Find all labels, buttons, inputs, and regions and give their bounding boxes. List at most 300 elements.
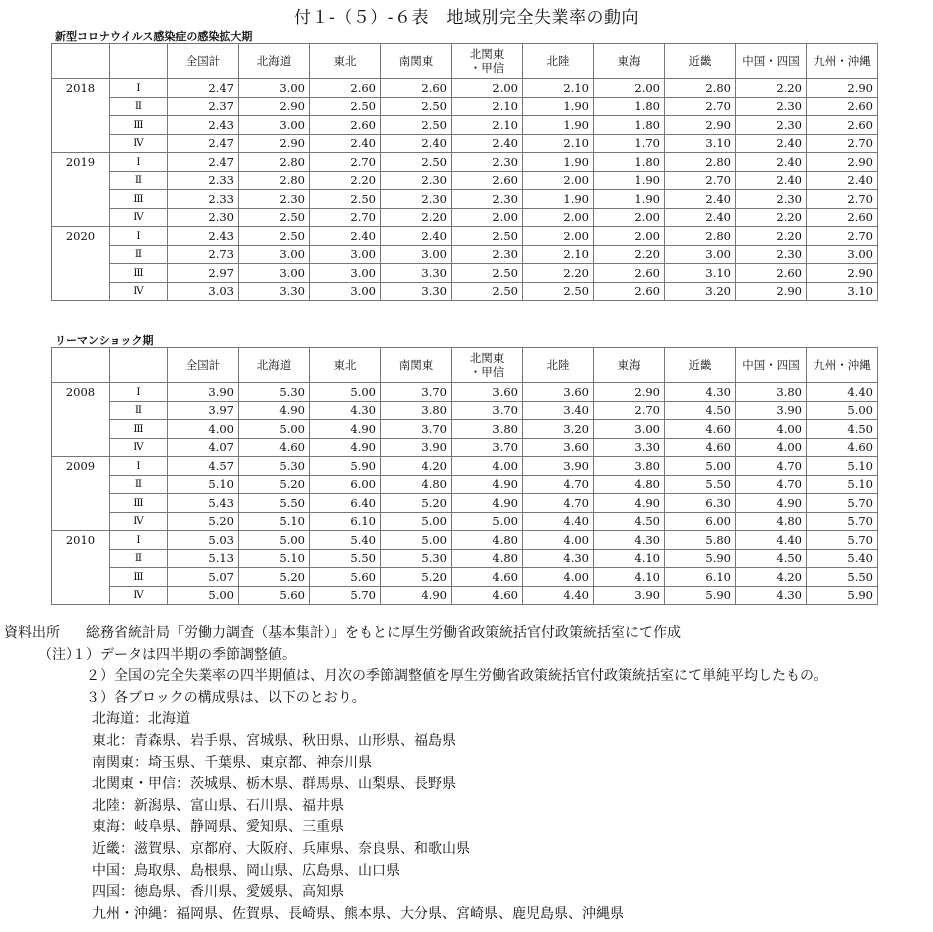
- region-composition-line: 南関東：埼玉県、千葉県、東京都、神奈川県: [92, 754, 372, 771]
- year-cell: 2010: [52, 531, 110, 550]
- value-cell: 2.60: [381, 79, 452, 98]
- column-header: 北海道: [239, 348, 310, 383]
- value-cell: 2.00: [594, 79, 665, 98]
- region-composition-line: 東海：岐阜県、静岡県、愛知県、三重県: [92, 819, 344, 836]
- value-cell: 1.70: [594, 134, 665, 153]
- value-cell: 4.80: [381, 475, 452, 494]
- table-row: [52, 438, 878, 457]
- value-cell: 4.70: [736, 457, 807, 476]
- value-cell: 5.00: [310, 383, 381, 402]
- value-cell: 5.03: [168, 531, 239, 550]
- page-title: 付１-（５）-６表 地域別完全失業率の動向: [294, 8, 639, 28]
- column-header: 近畿: [665, 44, 736, 79]
- value-cell: 2.80: [239, 153, 310, 172]
- value-cell: 3.40: [523, 401, 594, 420]
- source-line: [4, 623, 933, 645]
- value-cell: 4.70: [523, 494, 594, 513]
- covid-period-table: [51, 43, 878, 301]
- value-cell: 2.50: [310, 97, 381, 116]
- value-cell: 5.30: [381, 549, 452, 568]
- column-header: 北関東 ・甲信: [452, 44, 523, 79]
- year-cell-empty: [52, 586, 110, 605]
- value-cell: 2.30: [736, 116, 807, 135]
- value-cell: 3.80: [736, 383, 807, 402]
- year-cell-empty: [52, 264, 110, 283]
- value-cell: 1.80: [594, 153, 665, 172]
- value-cell: 2.50: [239, 208, 310, 227]
- table-row: [52, 475, 878, 494]
- value-cell: 2.70: [807, 190, 878, 209]
- value-cell: 4.00: [736, 438, 807, 457]
- value-cell: 4.00: [452, 457, 523, 476]
- value-cell: 3.20: [665, 282, 736, 301]
- value-cell: 2.90: [807, 79, 878, 98]
- value-cell: 4.80: [452, 549, 523, 568]
- value-cell: 2.20: [310, 171, 381, 190]
- quarter-cell: Ⅳ: [110, 512, 168, 531]
- value-cell: 2.20: [381, 208, 452, 227]
- value-cell: 3.00: [239, 264, 310, 283]
- value-cell: 5.50: [239, 494, 310, 513]
- value-cell: 3.00: [807, 245, 878, 264]
- year-cell-empty: [52, 282, 110, 301]
- value-cell: 2.20: [736, 79, 807, 98]
- value-cell: 4.70: [523, 475, 594, 494]
- value-cell: 2.80: [665, 227, 736, 246]
- value-cell: 1.80: [594, 116, 665, 135]
- table-row: [52, 512, 878, 531]
- value-cell: 5.00: [452, 512, 523, 531]
- quarter-cell: Ⅱ: [110, 97, 168, 116]
- table-row: [52, 171, 878, 190]
- notes-section: [4, 623, 933, 925]
- value-cell: 2.47: [168, 134, 239, 153]
- value-cell: 2.30: [168, 208, 239, 227]
- header-blank: [110, 348, 168, 383]
- value-cell: 3.20: [523, 420, 594, 439]
- note-item: ２）全国の完全失業率の四半期値は、月次の季節調整値を厚生労働省政策統括官付政策統括室にて単純平均したもの。: [86, 668, 828, 685]
- value-cell: 2.10: [523, 134, 594, 153]
- table-row: [52, 568, 878, 587]
- value-cell: 2.00: [452, 79, 523, 98]
- table-row: [52, 264, 878, 283]
- value-cell: 5.00: [665, 457, 736, 476]
- value-cell: 4.40: [736, 531, 807, 550]
- value-cell: 5.40: [310, 531, 381, 550]
- value-cell: 2.30: [452, 153, 523, 172]
- value-cell: 2.50: [381, 116, 452, 135]
- value-cell: 3.70: [381, 383, 452, 402]
- value-cell: 4.00: [523, 568, 594, 587]
- year-cell-empty: [52, 116, 110, 135]
- value-cell: 5.10: [239, 549, 310, 568]
- region-composition-line: 東北：青森県、岩手県、宮城県、秋田県、山形県、福島県: [92, 732, 456, 749]
- value-cell: 2.00: [594, 227, 665, 246]
- region-composition-line: 中国：鳥取県、島根県、岡山県、広島県、山口県: [92, 862, 400, 879]
- value-cell: 2.30: [736, 190, 807, 209]
- value-cell: 5.60: [310, 568, 381, 587]
- table-row: [52, 383, 878, 402]
- value-cell: 2.60: [807, 97, 878, 116]
- value-cell: 2.40: [807, 171, 878, 190]
- column-header: 東海: [594, 348, 665, 383]
- value-cell: 2.47: [168, 153, 239, 172]
- quarter-cell: Ⅳ: [110, 134, 168, 153]
- value-cell: 2.50: [452, 227, 523, 246]
- table-row: [52, 79, 878, 98]
- value-cell: 3.30: [239, 282, 310, 301]
- value-cell: 4.00: [523, 531, 594, 550]
- table-caption-lehman: リーマンショック期: [55, 334, 154, 347]
- value-cell: 4.20: [736, 568, 807, 587]
- quarter-cell: Ⅲ: [110, 264, 168, 283]
- value-cell: 3.70: [452, 401, 523, 420]
- value-cell: 1.80: [594, 97, 665, 116]
- column-header: 全国計: [168, 44, 239, 79]
- value-cell: 3.70: [452, 438, 523, 457]
- value-cell: 5.20: [381, 568, 452, 587]
- value-cell: 2.30: [381, 190, 452, 209]
- value-cell: 2.20: [594, 245, 665, 264]
- note-item: ３）各ブロックの構成県は、以下のとおり。: [86, 689, 366, 706]
- value-cell: 5.13: [168, 549, 239, 568]
- column-header: 全国計: [168, 348, 239, 383]
- value-cell: 5.10: [807, 475, 878, 494]
- value-cell: 3.00: [310, 245, 381, 264]
- note-line-3: [4, 688, 933, 710]
- quarter-cell: Ⅳ: [110, 586, 168, 605]
- value-cell: 3.90: [381, 438, 452, 457]
- value-cell: 2.00: [523, 227, 594, 246]
- value-cell: 3.00: [310, 264, 381, 283]
- value-cell: 2.97: [168, 264, 239, 283]
- value-cell: 6.10: [310, 512, 381, 531]
- table-row: [52, 586, 878, 605]
- quarter-cell: Ⅲ: [110, 116, 168, 135]
- value-cell: 2.50: [381, 153, 452, 172]
- value-cell: 5.90: [310, 457, 381, 476]
- value-cell: 2.50: [239, 227, 310, 246]
- value-cell: 4.60: [239, 438, 310, 457]
- value-cell: 4.50: [665, 401, 736, 420]
- column-header: 東北: [310, 348, 381, 383]
- quarter-cell: Ⅱ: [110, 475, 168, 494]
- value-cell: 2.60: [807, 208, 878, 227]
- column-header: 東北: [310, 44, 381, 79]
- value-cell: 5.20: [239, 568, 310, 587]
- value-cell: 5.30: [239, 457, 310, 476]
- quarter-cell: Ⅰ: [110, 227, 168, 246]
- table-caption-covid: 新型コロナウイルス感染症の感染拡大期: [55, 30, 253, 43]
- column-header: 九州・沖縄: [807, 44, 878, 79]
- value-cell: 5.20: [239, 475, 310, 494]
- quarter-cell: Ⅲ: [110, 420, 168, 439]
- value-cell: 5.70: [807, 512, 878, 531]
- value-cell: 3.00: [310, 282, 381, 301]
- value-cell: 4.10: [594, 568, 665, 587]
- value-cell: 5.10: [168, 475, 239, 494]
- quarter-cell: Ⅲ: [110, 568, 168, 587]
- table-row: [52, 245, 878, 264]
- quarter-cell: Ⅲ: [110, 494, 168, 513]
- value-cell: 2.50: [452, 264, 523, 283]
- value-cell: 3.90: [523, 457, 594, 476]
- value-cell: 4.80: [736, 512, 807, 531]
- year-cell-empty: [52, 420, 110, 439]
- region-composition-line: 北関東・甲信：茨城県、栃木県、群馬県、山梨県、長野県: [92, 776, 456, 793]
- value-cell: 2.70: [310, 208, 381, 227]
- value-cell: 3.03: [168, 282, 239, 301]
- value-cell: 4.60: [665, 420, 736, 439]
- value-cell: 2.43: [168, 116, 239, 135]
- value-cell: 2.30: [452, 245, 523, 264]
- quarter-cell: Ⅳ: [110, 208, 168, 227]
- table-row: [52, 227, 878, 246]
- value-cell: 2.40: [736, 171, 807, 190]
- quarter-cell: Ⅱ: [110, 171, 168, 190]
- value-cell: 3.70: [381, 420, 452, 439]
- value-cell: 2.30: [452, 190, 523, 209]
- column-header: 南関東: [381, 44, 452, 79]
- value-cell: 2.37: [168, 97, 239, 116]
- value-cell: 4.30: [594, 531, 665, 550]
- value-cell: 2.40: [452, 134, 523, 153]
- table-row: [52, 549, 878, 568]
- value-cell: 4.20: [381, 457, 452, 476]
- header-row: [52, 44, 878, 79]
- value-cell: 2.60: [594, 282, 665, 301]
- value-cell: 3.90: [736, 401, 807, 420]
- quarter-cell: Ⅰ: [110, 153, 168, 172]
- header-blank: [52, 44, 110, 79]
- value-cell: 4.10: [594, 549, 665, 568]
- value-cell: 2.33: [168, 190, 239, 209]
- value-cell: 1.90: [594, 190, 665, 209]
- value-cell: 4.50: [594, 512, 665, 531]
- value-cell: 2.00: [523, 208, 594, 227]
- year-cell-empty: [52, 512, 110, 531]
- value-cell: 2.40: [381, 134, 452, 153]
- value-cell: 4.30: [665, 383, 736, 402]
- region-composition-line: 九州・沖縄：福岡県、佐賀県、長崎県、熊本県、大分県、宮崎県、鹿児島県、沖縄県: [92, 905, 624, 922]
- value-cell: 2.70: [807, 134, 878, 153]
- value-cell: 3.00: [381, 245, 452, 264]
- value-cell: 5.90: [665, 586, 736, 605]
- value-cell: 5.90: [665, 549, 736, 568]
- quarter-cell: Ⅲ: [110, 190, 168, 209]
- value-cell: 2.90: [807, 153, 878, 172]
- value-cell: 2.00: [523, 171, 594, 190]
- value-cell: 3.60: [523, 438, 594, 457]
- value-cell: 3.90: [168, 383, 239, 402]
- value-cell: 3.30: [381, 264, 452, 283]
- year-cell-empty: [52, 190, 110, 209]
- value-cell: 3.90: [594, 586, 665, 605]
- value-cell: 5.00: [381, 512, 452, 531]
- note-line-1: [4, 645, 933, 667]
- value-cell: 2.70: [665, 171, 736, 190]
- value-cell: 5.00: [239, 531, 310, 550]
- value-cell: 5.07: [168, 568, 239, 587]
- year-cell-empty: [52, 134, 110, 153]
- header-row: [52, 348, 878, 383]
- value-cell: 4.90: [452, 475, 523, 494]
- value-cell: 5.00: [381, 531, 452, 550]
- value-cell: 5.90: [807, 586, 878, 605]
- value-cell: 2.90: [807, 264, 878, 283]
- value-cell: 2.60: [452, 171, 523, 190]
- value-cell: 5.30: [239, 383, 310, 402]
- year-cell: 2008: [52, 383, 110, 402]
- value-cell: 2.40: [310, 134, 381, 153]
- value-cell: 1.90: [523, 116, 594, 135]
- note-line-2: [4, 666, 933, 688]
- value-cell: 2.10: [452, 116, 523, 135]
- value-cell: 3.10: [665, 264, 736, 283]
- table-row: [52, 420, 878, 439]
- column-header: 南関東: [381, 348, 452, 383]
- value-cell: 4.40: [807, 383, 878, 402]
- year-cell-empty: [52, 568, 110, 587]
- value-cell: 4.60: [452, 586, 523, 605]
- value-cell: 5.70: [310, 586, 381, 605]
- value-cell: 4.60: [807, 438, 878, 457]
- value-cell: 2.60: [310, 116, 381, 135]
- year-cell-empty: [52, 438, 110, 457]
- value-cell: 4.90: [452, 494, 523, 513]
- table-row: [52, 282, 878, 301]
- value-cell: 2.43: [168, 227, 239, 246]
- value-cell: 3.10: [665, 134, 736, 153]
- region-composition-line: 四国：徳島県、香川県、愛媛県、高知県: [92, 884, 344, 901]
- year-cell: 2019: [52, 153, 110, 172]
- value-cell: 5.00: [807, 401, 878, 420]
- value-cell: 4.80: [452, 531, 523, 550]
- value-cell: 5.10: [239, 512, 310, 531]
- value-cell: 2.80: [239, 171, 310, 190]
- value-cell: 4.00: [168, 420, 239, 439]
- value-cell: 4.90: [239, 401, 310, 420]
- value-cell: 3.00: [665, 245, 736, 264]
- value-cell: 2.20: [736, 208, 807, 227]
- value-cell: 4.60: [452, 568, 523, 587]
- value-cell: 6.30: [665, 494, 736, 513]
- year-cell-empty: [52, 97, 110, 116]
- value-cell: 2.30: [239, 190, 310, 209]
- quarter-cell: Ⅰ: [110, 457, 168, 476]
- value-cell: 3.00: [594, 420, 665, 439]
- table-row: [52, 531, 878, 550]
- value-cell: 5.43: [168, 494, 239, 513]
- value-cell: 5.00: [239, 420, 310, 439]
- value-cell: 4.30: [310, 401, 381, 420]
- value-cell: 4.60: [665, 438, 736, 457]
- table-row: [52, 494, 878, 513]
- value-cell: 4.40: [523, 512, 594, 531]
- value-cell: 2.90: [665, 116, 736, 135]
- year-cell-empty: [52, 494, 110, 513]
- value-cell: 2.30: [736, 245, 807, 264]
- quarter-cell: Ⅰ: [110, 531, 168, 550]
- quarter-cell: Ⅱ: [110, 245, 168, 264]
- quarter-cell: Ⅰ: [110, 79, 168, 98]
- value-cell: 3.60: [452, 383, 523, 402]
- value-cell: 5.50: [807, 568, 878, 587]
- value-cell: 5.70: [807, 494, 878, 513]
- value-cell: 2.40: [736, 153, 807, 172]
- value-cell: 2.30: [736, 97, 807, 116]
- table-row: [52, 97, 878, 116]
- quarter-cell: Ⅳ: [110, 282, 168, 301]
- value-cell: 5.50: [665, 475, 736, 494]
- year-cell-empty: [52, 475, 110, 494]
- quarter-cell: Ⅱ: [110, 401, 168, 420]
- value-cell: 3.30: [594, 438, 665, 457]
- table-row: [52, 457, 878, 476]
- value-cell: 2.50: [381, 97, 452, 116]
- column-header: 北陸: [523, 44, 594, 79]
- value-cell: 2.00: [452, 208, 523, 227]
- source-text: 総務省統計局「労働力調査（基本集計）」をもとに厚生労働省政策統括官付政策統括室にて作成: [86, 625, 681, 641]
- region-composition-line: 近畿：滋賀県、京都府、大阪府、兵庫県、奈良県、和歌山県: [92, 840, 470, 857]
- table-row: [52, 208, 878, 227]
- value-cell: 2.50: [452, 282, 523, 301]
- year-cell-empty: [52, 401, 110, 420]
- value-cell: 2.60: [807, 116, 878, 135]
- year-cell-empty: [52, 171, 110, 190]
- value-cell: 2.20: [523, 264, 594, 283]
- column-header: 中国・四国: [736, 348, 807, 383]
- value-cell: 2.73: [168, 245, 239, 264]
- value-cell: 6.10: [665, 568, 736, 587]
- year-cell: 2020: [52, 227, 110, 246]
- note-label: （注）: [38, 646, 80, 663]
- value-cell: 4.50: [807, 420, 878, 439]
- column-header: 中国・四国: [736, 44, 807, 79]
- value-cell: 3.60: [523, 383, 594, 402]
- value-cell: 4.40: [523, 586, 594, 605]
- value-cell: 4.30: [736, 586, 807, 605]
- value-cell: 2.30: [381, 171, 452, 190]
- value-cell: 1.90: [594, 171, 665, 190]
- table-row: [52, 134, 878, 153]
- value-cell: 2.90: [594, 383, 665, 402]
- value-cell: 3.00: [239, 79, 310, 98]
- value-cell: 6.00: [310, 475, 381, 494]
- year-cell-empty: [52, 245, 110, 264]
- lehman-period-table: [51, 347, 878, 605]
- value-cell: 2.40: [736, 134, 807, 153]
- value-cell: 5.60: [239, 586, 310, 605]
- value-cell: 2.90: [736, 282, 807, 301]
- note-item: １）データは四半期の季節調整値。: [72, 646, 296, 663]
- value-cell: 2.40: [665, 208, 736, 227]
- value-cell: 2.40: [665, 190, 736, 209]
- value-cell: 2.10: [523, 79, 594, 98]
- value-cell: 1.90: [523, 190, 594, 209]
- value-cell: 4.50: [736, 549, 807, 568]
- column-header: 近畿: [665, 348, 736, 383]
- value-cell: 5.80: [665, 531, 736, 550]
- value-cell: 5.50: [310, 549, 381, 568]
- value-cell: 3.80: [594, 457, 665, 476]
- value-cell: 2.10: [452, 97, 523, 116]
- value-cell: 2.33: [168, 171, 239, 190]
- year-cell: 2009: [52, 457, 110, 476]
- column-header: 北陸: [523, 348, 594, 383]
- header-blank: [110, 44, 168, 79]
- table-row: [52, 190, 878, 209]
